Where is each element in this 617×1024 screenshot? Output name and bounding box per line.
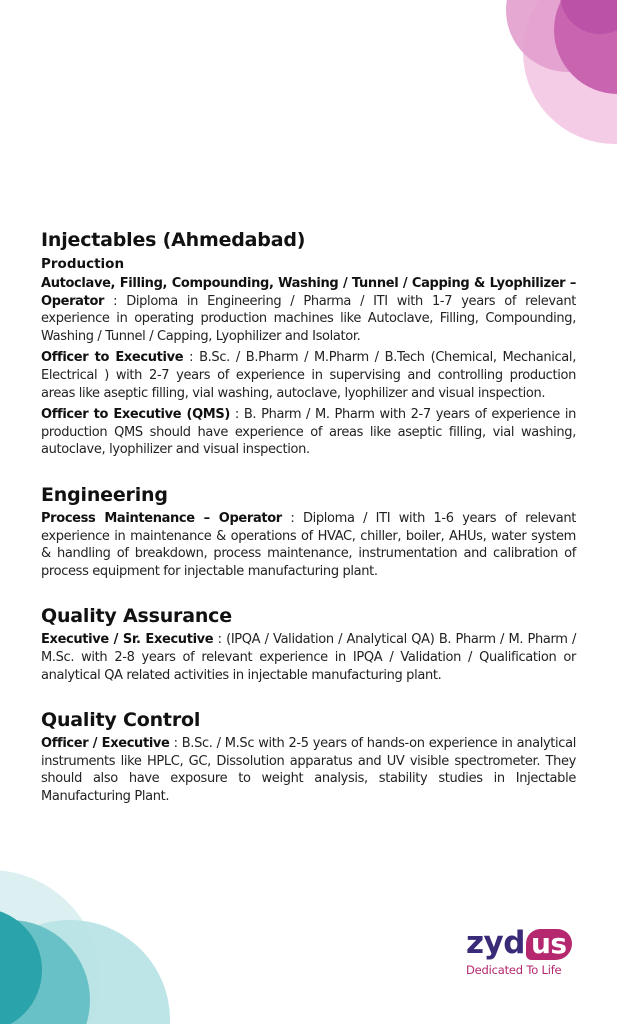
section-injectables: [41, 228, 576, 459]
section-engineering: [41, 483, 576, 580]
job-description: : Diploma / ITI with 1-6 years of relevant experience in maintenance & operations of HVAC, chiller, boiler, AHUs, water system & handling of breakdown, process maintenance, instrumentation and calibration of process equipment for injectable manufacturing plant.: [41, 510, 576, 579]
job-description: : B.Sc. / M.Sc with 2-5 years of hands-on experience in analytical instruments like HPLC, GC, Dissolution apparatus and UV visible spectrometer. They should also have exposure to weight analysis, stability studies in Injectable Manufacturing Plant.: [41, 736, 576, 804]
section-subtitle: Production: [41, 256, 125, 272]
job-entry: [41, 735, 576, 805]
section-quality-control: [41, 708, 576, 805]
logo-word-prefix: zyd: [466, 925, 525, 961]
logo-word-suffix: us: [526, 929, 572, 960]
job-role: Process Maintenance – Operator: [41, 510, 282, 526]
job-role: Officer to Executive (QMS): [41, 407, 230, 423]
job-role: Executive / Sr. Executive: [41, 632, 214, 648]
logo-tagline: Dedicated To Life: [466, 963, 562, 977]
job-entry: [41, 275, 576, 345]
section-title: Quality Control: [41, 709, 201, 732]
job-entry: [41, 406, 576, 459]
job-entry: [41, 349, 576, 402]
section-quality-assurance: [41, 604, 576, 684]
job-role: Autoclave, Filling, Compounding, Washing / Tunnel / Capping & Lyophilizer – Operator: [41, 276, 576, 309]
logo-wordmark: [466, 926, 578, 960]
top-right-decoration: [440, 0, 617, 150]
job-listing-content: [41, 228, 576, 829]
job-role: Officer to Executive: [41, 350, 184, 366]
bottom-left-decoration: [0, 860, 180, 1024]
job-entry: [41, 510, 576, 580]
section-title: Injectables (Ahmedabad): [41, 229, 306, 251]
job-description: : B. Pharm / M. Pharm with 2-7 years of experience in production QMS should have experience of areas like aseptic filling, vial washing, autoclave, lyophilizer and visual inspection.: [41, 407, 576, 458]
job-entry: [41, 631, 576, 684]
job-description: : Diploma in Engineering / Pharma / ITI with 1-7 years of relevant experience in operating production machines like Autoclave, Filling, Compounding, Washing / Tunnel / Capping, Lyophilizer and Isolator.: [41, 293, 576, 344]
job-role: Officer / Executive: [41, 736, 170, 752]
zydus-logo: [466, 926, 578, 977]
job-description: : (IPQA / Validation / Analytical QA) B. Pharm / M. Pharm / M.Sc. with 2-8 years of relevant experience in IPQA / Validation / Qualification or analytical QA related activities in injectable manufacturing plant.: [41, 632, 576, 683]
section-title: Engineering: [41, 483, 168, 506]
job-description: : B.Sc. / B.Pharm / M.Pharm / B.Tech (Chemical, Mechanical, Electrical ) with 2-7 years of experience in supervising and controlling production areas like aseptic filling, vial washing, autoclave, lyophilizer and visual inspection.: [41, 350, 576, 401]
section-title: Quality Assurance: [41, 605, 232, 628]
